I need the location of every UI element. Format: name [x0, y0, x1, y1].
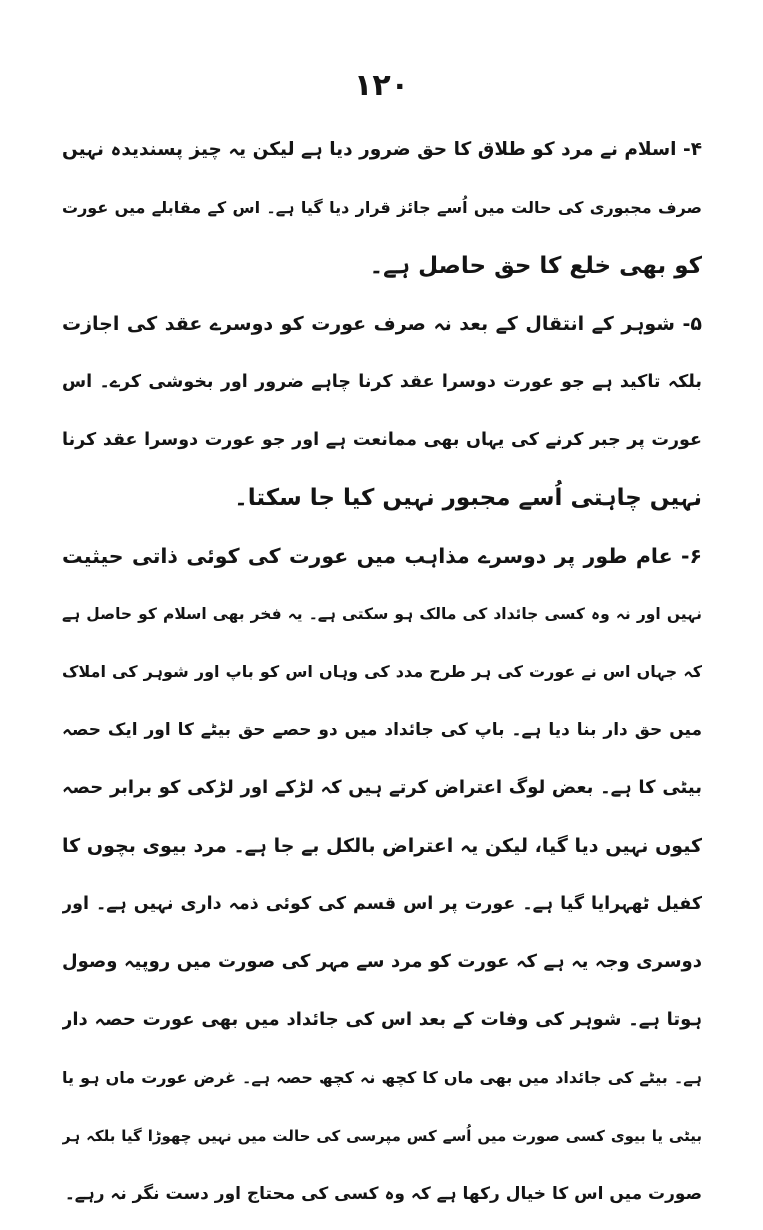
text-line: کفیل ٹھہرایا گیا ہے۔ عورت پر اس قسم کی کوئی ذمہ داری نہیں ہے۔ اور [62, 894, 702, 914]
text-line: میں حق دار بنا دیا ہے۔ باپ کی جائداد میں دو حصے حق بیٹے کا اور ایک حصہ [62, 720, 702, 740]
text-line: ہوتا ہے۔ شوہر کی وفات کے بعد اس کی جائداد میں بھی عورت حصہ دار [62, 1009, 702, 1030]
text-line: کہ جہاں اس نے عورت کی ہر طرح مدد کی وہاں اس کو باپ اور شوہر کی املاک [62, 662, 702, 681]
text-line: بیٹی کا ہے۔ بعض لوگ اعتراض کرتے ہیں کہ لڑکے اور لڑکی کو برابر حصہ [62, 777, 702, 798]
text-line: عورت پر جبر کرنے کی یہاں بھی ممانعت ہے اور جو عورت دوسرا عقد کرنا [62, 430, 702, 450]
text-line: ہے۔ بیٹے کی جائداد میں بھی ماں کا کچھ نہ کچھ حصہ ہے۔ غرض عورت ماں ہو یا [62, 1068, 702, 1087]
body-text [62, 128, 702, 1230]
text-line: ۶- عام طور پر دوسرے مذاہب میں عورت کی کوئی ذاتی حیثیت [62, 544, 702, 568]
text-line: ۴- اسلام نے مرد کو طلاق کا حق ضرور دیا ہے لیکن یہ چیز پسندیدہ نہیں [62, 139, 702, 160]
text-line: بلکہ تاکید ہے جو عورت دوسرا عقد کرنا چاہے ضرور اور بخوشی کرے۔ اس [62, 372, 702, 392]
page-number: ۱۲۰ [354, 68, 409, 103]
text-line: صرف مجبوری کی حالت میں اُسے جائز قرار دیا گیا ہے۔ اس کے مقابلے میں عورت [62, 198, 702, 217]
text-line: صورت میں اس کا خیال رکھا ہے کہ وہ کسی کی محتاج اور دست نگر نہ رہے۔ [64, 1184, 702, 1204]
text-line: کیوں نہیں دیا گیا، لیکن یہ اعتراض بالکل بے جا ہے۔ مرد بیوی بچوں کا [62, 835, 702, 857]
text-line: دوسری وجہ یہ ہے کہ عورت کو مرد سے مہر کی صورت میں روپیہ وصول [62, 951, 702, 972]
text-line: کو بھی خلع کا حق حاصل ہے۔ [369, 253, 702, 279]
text-line: نہیں اور نہ وہ کسی جائداد کی مالک ہو سکتی ہے۔ یہ فخر بھی اسلام کو حاصل ہے [62, 605, 702, 623]
text-line: نہیں چاہتی اُسے مجبور نہیں کیا جا سکتا۔ [234, 485, 702, 511]
text-line: ۵- شوہر کے انتقال کے بعد نہ صرف عورت کو دوسرے عقد کی اجازت [62, 313, 702, 335]
text-line: بیٹی یا بیوی کسی صورت میں اُسے کس مپرسی کی حالت میں نہیں چھوڑا گیا بلکہ ہر [62, 1127, 702, 1145]
